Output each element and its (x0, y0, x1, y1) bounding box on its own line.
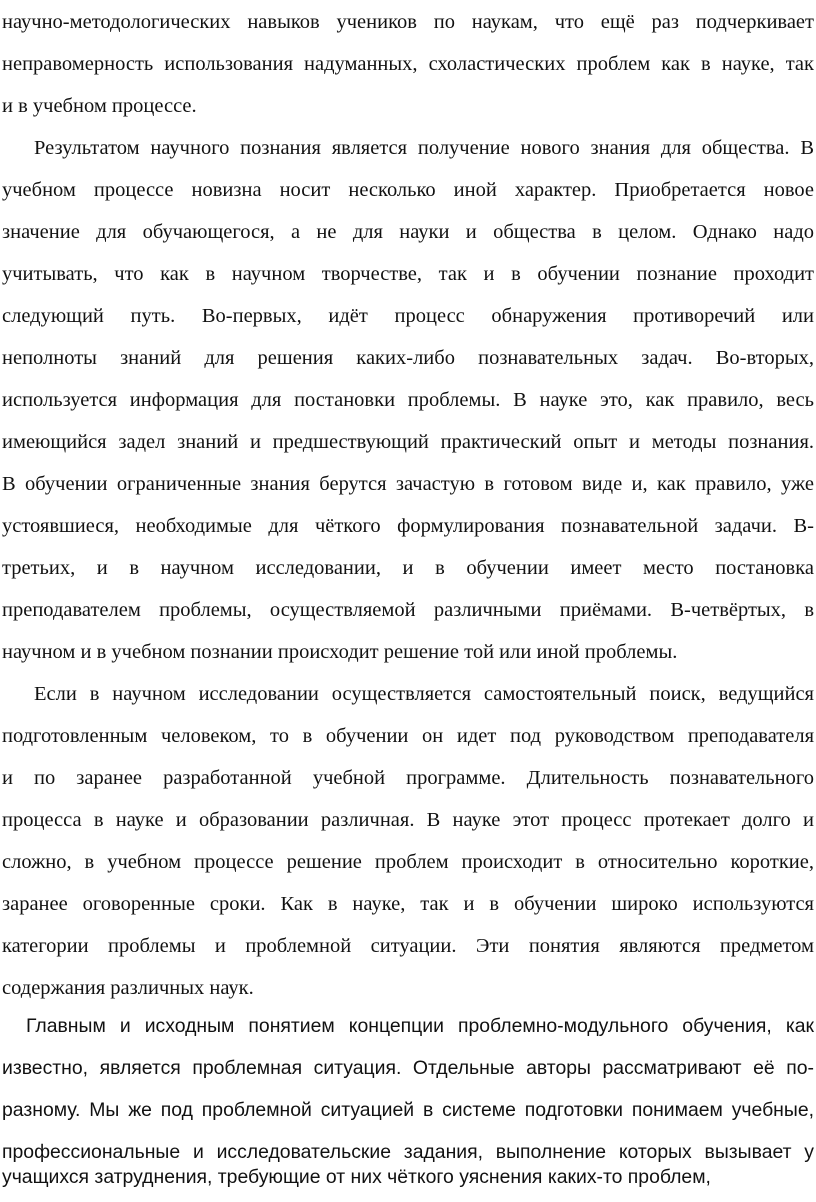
text-line: устоявшиеся, необходимые для чёткого формулирования познавательной задачи. В- (2, 515, 814, 537)
text-line: учащихся затруднения, требующие от них чёткого уяснения каких-то проблем, (2, 1166, 711, 1188)
text-line: профессиональные и исследовательские задания, выполнение которых вызывает у (2, 1141, 814, 1163)
text-line: научно-методологических навыков учеников по наукам, что ещё раз подчеркивает (2, 11, 814, 33)
text-line: разному. Мы же под проблемной ситуацией в системе подготовки понимаем учебные, (2, 1099, 814, 1121)
text-line: научном и в учебном познании происходит решение той или иной проблемы. (2, 641, 678, 663)
text-line: Результатом научного познания является получение нового знания для общества. В (34, 137, 814, 159)
text-line: процесса в науке и образовании различная. В науке этот процесс протекает долго и (2, 809, 814, 831)
text-line: учебном процессе новизна носит несколько иной характер. Приобретается новое (2, 179, 814, 201)
text-line: подготовленным человеком, то в обучении он идет под руководством преподавателя (2, 725, 814, 747)
text-line: Если в научном исследовании осуществляется самостоятельный поиск, ведущийся (34, 683, 814, 705)
text-line: третьих, и в научном исследовании, и в обучении имеет место постановка (2, 557, 814, 579)
text-line: категории проблемы и проблемной ситуации. Эти понятия являются предметом (2, 935, 814, 957)
text-line: содержания различных наук. (2, 977, 254, 999)
text-line: имеющийся задел знаний и предшествующий практический опыт и методы познания. (2, 431, 814, 453)
text-line: В обучении ограниченные знания берутся зачастую в готовом виде и, как правило, уже (2, 473, 814, 495)
text-line: используется информация для постановки проблемы. В науке это, как правило, весь (2, 389, 814, 411)
text-line: следующий путь. Во-первых, идёт процесс обнаружения противоречий или (2, 305, 814, 327)
text-line: Главным и исходным понятием концепции проблемно-модульного обучения, как (26, 1015, 814, 1037)
text-line: учитывать, что как в научном творчестве, так и в обучении познание проходит (2, 263, 814, 285)
text-line: значение для обучающегося, а не для науки и общества в целом. Однако надо (2, 221, 814, 243)
text-line: сложно, в учебном процессе решение проблем происходит в относительно короткие, (2, 851, 814, 873)
text-line: неполноты знаний для решения каких-либо познавательных задач. Во-вторых, (2, 347, 814, 369)
text-line: и в учебном процессе. (2, 95, 197, 117)
text-line: преподавателем проблемы, осуществляемой различными приёмами. В-четвёртых, в (2, 599, 814, 621)
text-line: заранее оговоренные сроки. Как в науке, так и в обучении широко используются (2, 893, 814, 915)
text-line: неправомерность использования надуманных, схоластических проблем как в науке, так (2, 53, 814, 75)
text-line: известно, является проблемная ситуация. Отдельные авторы рассматривают её по- (2, 1057, 814, 1079)
text-line: и по заранее разработанной учебной программе. Длительность познавательного (2, 767, 814, 789)
